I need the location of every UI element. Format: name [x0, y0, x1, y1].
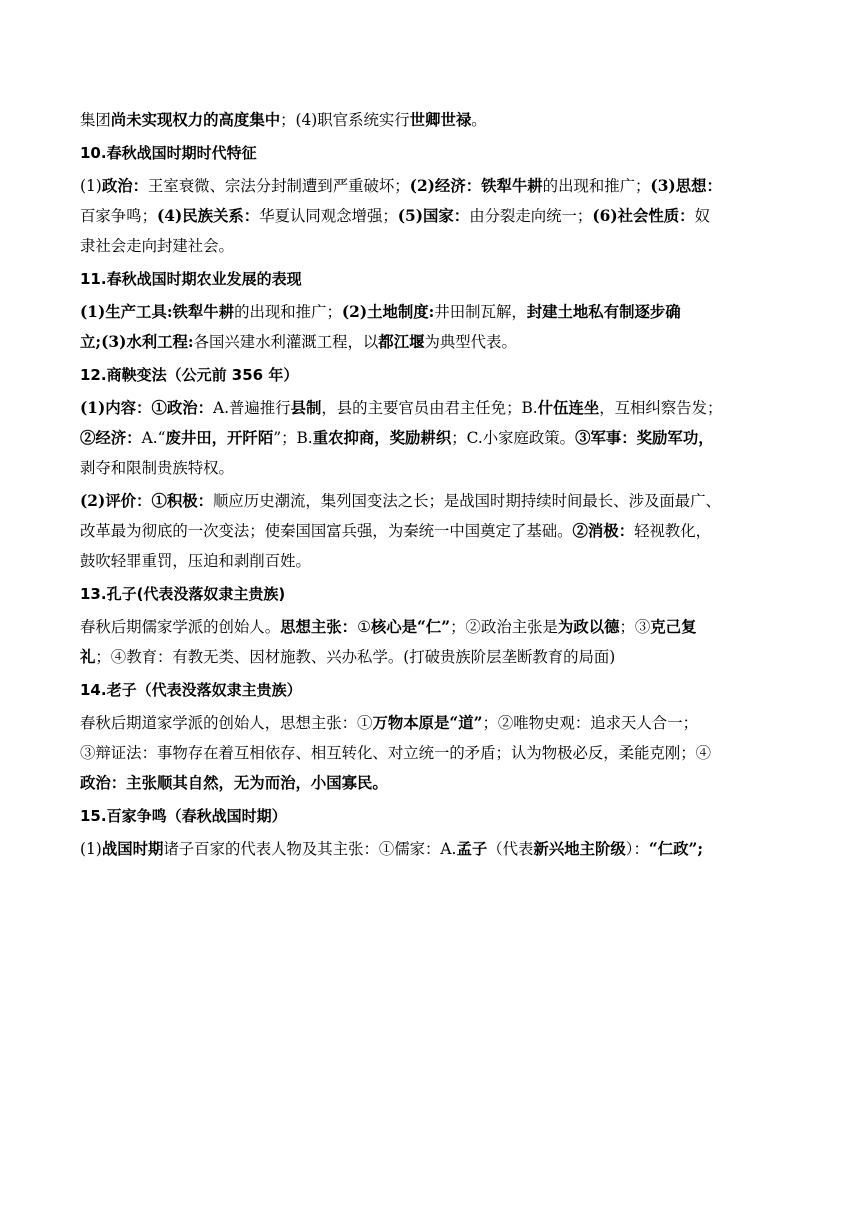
text-span-bold: 重农抑商，奖励耕织: [312, 429, 452, 447]
text-span: A.“: [141, 429, 166, 447]
text-span-bold: 万物本原是“道”: [372, 714, 483, 732]
text-span-bold: (6)社会性质：: [592, 207, 695, 225]
text-span: ；③: [619, 618, 651, 636]
text-span: ①: [357, 618, 371, 636]
text-span-bold: 政治：主张顺其自然，无为而治，小国寡民。: [80, 774, 388, 792]
text-line: [80, 839, 785, 859]
text-span-bold: ③军事：奖励军功，: [575, 429, 714, 447]
text-span: (1): [80, 840, 102, 858]
text-span: 春秋后期儒家学派的创始人。: [80, 618, 281, 636]
text-line: [80, 398, 785, 418]
text-span: 奴: [694, 207, 710, 225]
heading-text: 10.春秋战国时期时代特征: [80, 144, 257, 162]
text-span: 轻视教化，: [634, 522, 712, 540]
text-span: 隶社会走向封建社会。: [80, 237, 234, 255]
text-span-bold: (1)内容：①政治：: [80, 399, 214, 417]
text-span-bold: 世卿世禄: [409, 111, 472, 129]
text-span-bold: 封建土地私有制逐步确: [526, 303, 681, 321]
text-span-bold: (5)国家：: [397, 207, 470, 225]
heading-text: 11.春秋战国时期农业发展的表现: [80, 270, 302, 288]
text-span-bold: 尚未实现权力的高度集中: [110, 111, 281, 129]
text-line: [80, 551, 785, 571]
text-span-bold: 思想主张：: [280, 618, 358, 636]
text-span: ；(4)职官系统实行: [280, 111, 410, 129]
text-line: [80, 743, 785, 763]
heading-text: 15.百家争鸣（春秋战国时期）: [80, 807, 287, 825]
text-span-bold: 新兴地主阶级: [533, 840, 626, 858]
text-span: (1): [80, 177, 102, 195]
text-span: 顺应历史潮流，集列国变法之长；是战国时期持续时间最长、涉及面最广、: [213, 492, 721, 510]
text-span: 春秋后期道家学派的创始人，思想主张：①: [80, 714, 373, 732]
text-span-bold: 孟子: [456, 840, 488, 858]
text-span-bold: “仁政”;: [648, 840, 704, 858]
text-line: [80, 110, 785, 130]
text-line: [80, 302, 785, 322]
text-span: 华夏认同观念增强；: [259, 207, 398, 225]
text-span: 井田制瓦解，: [434, 303, 527, 321]
text-span: ；②政治主张是: [450, 618, 558, 636]
text-span: 百家争鸣；: [80, 207, 157, 225]
text-span: 为典型代表。: [424, 333, 517, 351]
text-span: 集团: [80, 111, 111, 129]
text-span-bold: 立;(3)水利工程:: [80, 333, 194, 351]
text-line: [80, 236, 785, 256]
text-span: 的出现和推广；: [542, 177, 651, 195]
text-span: ③辩证法：事物存在着互相依存、相互转化、对立统一的矛盾；认为物极必反，柔能克刚；④: [80, 744, 712, 762]
text-span: 改革最为彻底的一次变法；使秦国国富兵强，为秦统一中国奠定了基础。: [80, 522, 573, 540]
text-span-bold: 为政以德: [557, 618, 620, 636]
section-heading-15: [80, 806, 785, 826]
text-span: ，县的主要官员由君主任免；B.: [321, 399, 538, 417]
text-span: 。: [471, 111, 487, 129]
text-span-bold: 克己复: [650, 618, 697, 636]
text-span: 各国兴建水利灌溉工程，以: [193, 333, 379, 351]
text-span: ）：: [625, 840, 649, 858]
text-line: [80, 176, 785, 196]
text-line: [80, 491, 785, 511]
text-span-bold: 什伍连坐: [537, 399, 600, 417]
text-line: [80, 332, 785, 352]
text-line: [80, 458, 785, 478]
text-line: [80, 773, 785, 793]
text-span: 鼓吹轻罪重罚，压迫和剥削百姓。: [80, 552, 311, 570]
heading-text: 12.商鞅变法（公元前 356 年）: [80, 366, 299, 384]
text-span: 诸子百家的代表人物及其主张：①儒家：A.: [163, 840, 457, 858]
text-span-bold: (4)民族关系：: [156, 207, 260, 225]
text-span: ；C.小家庭政策。: [451, 429, 576, 447]
text-span-bold: 县制: [290, 399, 322, 417]
text-span: ；②唯物史观：追求天人合一；: [482, 714, 698, 732]
section-heading-12: [80, 365, 785, 385]
text-span-bold: 礼: [80, 648, 96, 666]
text-span-bold: 战国时期: [101, 840, 164, 858]
text-span-bold: ②经济：: [80, 429, 142, 447]
text-span: 的出现和推广；: [234, 303, 342, 321]
text-line: [80, 206, 785, 226]
text-span-bold: (1)生产工具:铁犁牛耕: [80, 303, 235, 321]
text-span: 王室衰微、宗法分封制遭到严重破坏；: [148, 177, 410, 195]
text-line: [80, 713, 785, 733]
text-span-bold: (2)经济：铁犁牛耕: [409, 177, 543, 195]
text-line: [80, 521, 785, 541]
text-span-bold: 核心是“仁”: [370, 618, 451, 636]
heading-text: 13.孔子(代表没落奴隶主贵族): [80, 585, 286, 603]
text-span-bold: (2)评价：①积极：: [80, 492, 214, 510]
document-page: [80, 110, 785, 859]
text-span-bold: (2)土地制度:: [341, 303, 435, 321]
text-span-bold: 废井田，开阡陌: [165, 429, 274, 447]
section-heading-13: [80, 584, 785, 604]
text-span-bold: 都江堰: [378, 333, 425, 351]
text-span: ；④教育：有教无类、因材施教、兴办私学。(打破贵族阶层垄断教育的局面): [95, 648, 616, 666]
text-span: A.普遍推行: [213, 399, 291, 417]
text-span: （代表: [487, 840, 534, 858]
text-line: [80, 647, 785, 667]
text-span: 由分裂走向统一；: [469, 207, 593, 225]
text-line: [80, 428, 785, 448]
text-span-bold: 政治：: [101, 177, 148, 195]
text-span: ”；B.: [273, 429, 313, 447]
heading-text: 14.老子（代表没落奴隶主贵族）: [80, 681, 302, 699]
text-span: 剥夺和限制贵族特权。: [80, 459, 234, 477]
section-heading-14: [80, 680, 785, 700]
section-heading-11: [80, 269, 785, 289]
section-heading-10: [80, 143, 785, 163]
text-span: ，互相纠察告发；: [599, 399, 723, 417]
text-span-bold: (3)思想：: [650, 177, 722, 195]
text-span-bold: ②消极：: [572, 522, 635, 540]
text-line: [80, 617, 785, 637]
